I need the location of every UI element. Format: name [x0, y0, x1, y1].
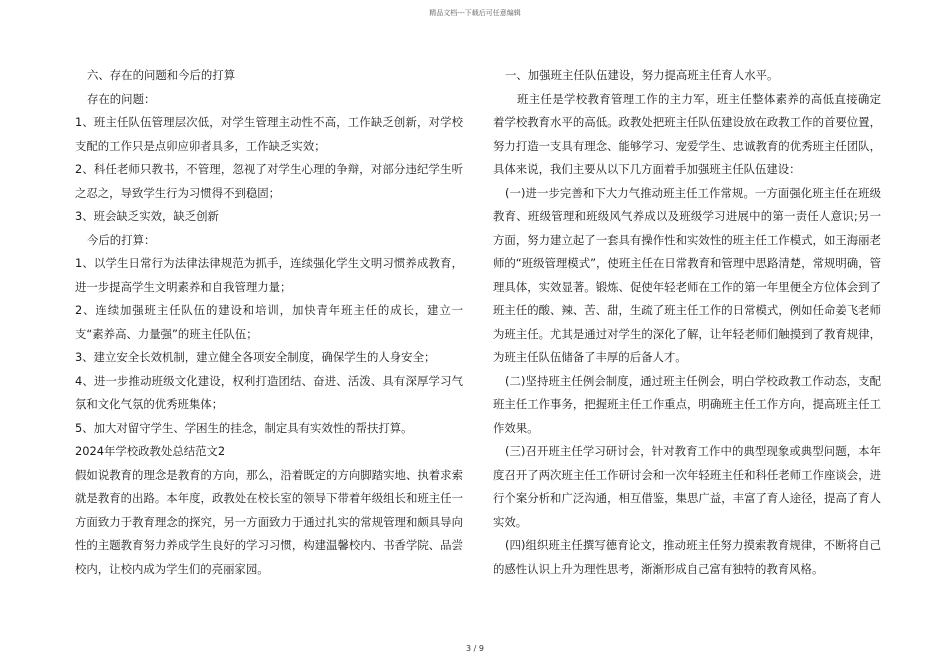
right-paragraph: 一、加强班主任队伍建设，努力提高班主任育人水平。: [505, 68, 779, 82]
right-paragraph: (一)进一步完善和下大力气推动班主任工作常规。一方面强化班主任在班级教育、班级管理和班级风气养成以及班级学习进展中的第一责任人意识;另一方面，努力建立起了一套具有操作性和实效性的班主任工作模式，如王海丽老师的“班级管理模式”，使班主任在日常教育和管理中思路清楚，常规明确，管理具体，实效显著。锻炼、促使年轻老师在工作的第一年里便全方位体会到了班主任的酸、辣、苦、甜，生疏了班主任工作的日常模式，例如任命姜飞老师为班主任。尤其是通过对学生的深化了解，让年轻老师们触摸到了教育规律，为班主任队伍储备了丰厚的后备人才。: [493, 185, 881, 364]
left-paragraph: 5、加大对留守学生、学困生的挂念，制定具有实效性的帮扶打算。: [75, 420, 413, 435]
left-paragraph: 2024年学校政教处总结范文2: [75, 444, 226, 458]
left-column: [75, 64, 463, 581]
left-paragraph: 3、建立安全长效机制，建立健全各项安全制度，确保学生的人身安全；: [75, 350, 436, 364]
left-paragraph: 1、以学生日常行为法律法律规范为抓手，连续强化学生文明习惯养成教育，进一步提高学生文明素养和自我管理力量；: [75, 256, 463, 294]
left-paragraph: 2、科任老师只教书，不管理，忽视了对学生心理的争辩，对部分违纪学生听之忍之，导致学生行为习惯得不到稳固；: [75, 162, 463, 200]
left-paragraph: 六、存在的问题和今后的打算: [87, 68, 236, 82]
right-paragraph: (四)组织班主任撰写德育论文，推动班主任努力摸索教育规律，不断将自己的感性认识上升为理性思考，渐渐形成自己富有独特的教育风格。: [493, 538, 881, 576]
left-paragraph: 存在的问题：: [87, 91, 156, 106]
left-paragraph: 4、进一步推动班级文化建设，权利打造团结、奋进、活泼、具有深厚学习气氛和文化气氛的优秀班集体；: [75, 373, 463, 411]
left-paragraph: 假如说教育的理念是教育的方向，那么，沿着既定的方向脚踏实地、执着求索就是教育的出路。本年度，政教处在校长室的领导下带着年级组长和班主任一方面致力于教育理念的探究，另一方面致力于通过扎实的常规管理和颇具导向性的主题教育努力养成学生良好的学习习惯，构建温馨校内、书香学院、品尝校内，让校内成为学生们的亮丽家园。: [75, 467, 463, 576]
right-column: [493, 64, 881, 581]
left-paragraph: 1、班主任队伍管理层次低，对学生管理主动性不高，工作缺乏创新，对学校支配的工作只是点卯应卯者具多，工作缺乏实效；: [75, 115, 463, 153]
left-paragraph: 2、连续加强班主任队伍的建设和培训，加快青年班主任的成长，建立一支“素养高、力量强”的班主任队伍；: [75, 303, 463, 341]
left-paragraph: 3、班会缺乏实效，缺乏创新: [75, 209, 219, 223]
right-paragraph: 班主任是学校教育管理工作的主力军，班主任整体素养的高低直接确定着学校教育水平的高低。政教处把班主任队伍建设放在政教工作的首要位置，努力打造一支具有理念、能够学习、宠爱学生、忠诚教育的优秀班主任团队，具体来说，我们主要从以下几方面着手加强班主任队伍建设：: [493, 91, 881, 176]
page-number: 3 / 9: [466, 644, 484, 653]
right-paragraph: (二)坚持班主任例会制度，通过班主任例会，明白学校政教工作动态，支配班主任工作事务，把握班主任工作重点，明确班主任工作方向，提高班主任工作效果。: [493, 373, 881, 435]
left-paragraph: 今后的打算：: [87, 232, 156, 247]
page-header: 精品文档---下载后可任意编辑: [429, 9, 521, 17]
right-paragraph: (三)召开班主任学习研讨会，针对教育工作中的典型现象或典型问题，本年度召开了两次班主任工作研讨会和一次年轻班主任和科任老师工作座谈会，进行个案分析和广泛沟通，相互借鉴，集思广益，丰富了育人途径，提高了育人实效。: [493, 444, 881, 529]
